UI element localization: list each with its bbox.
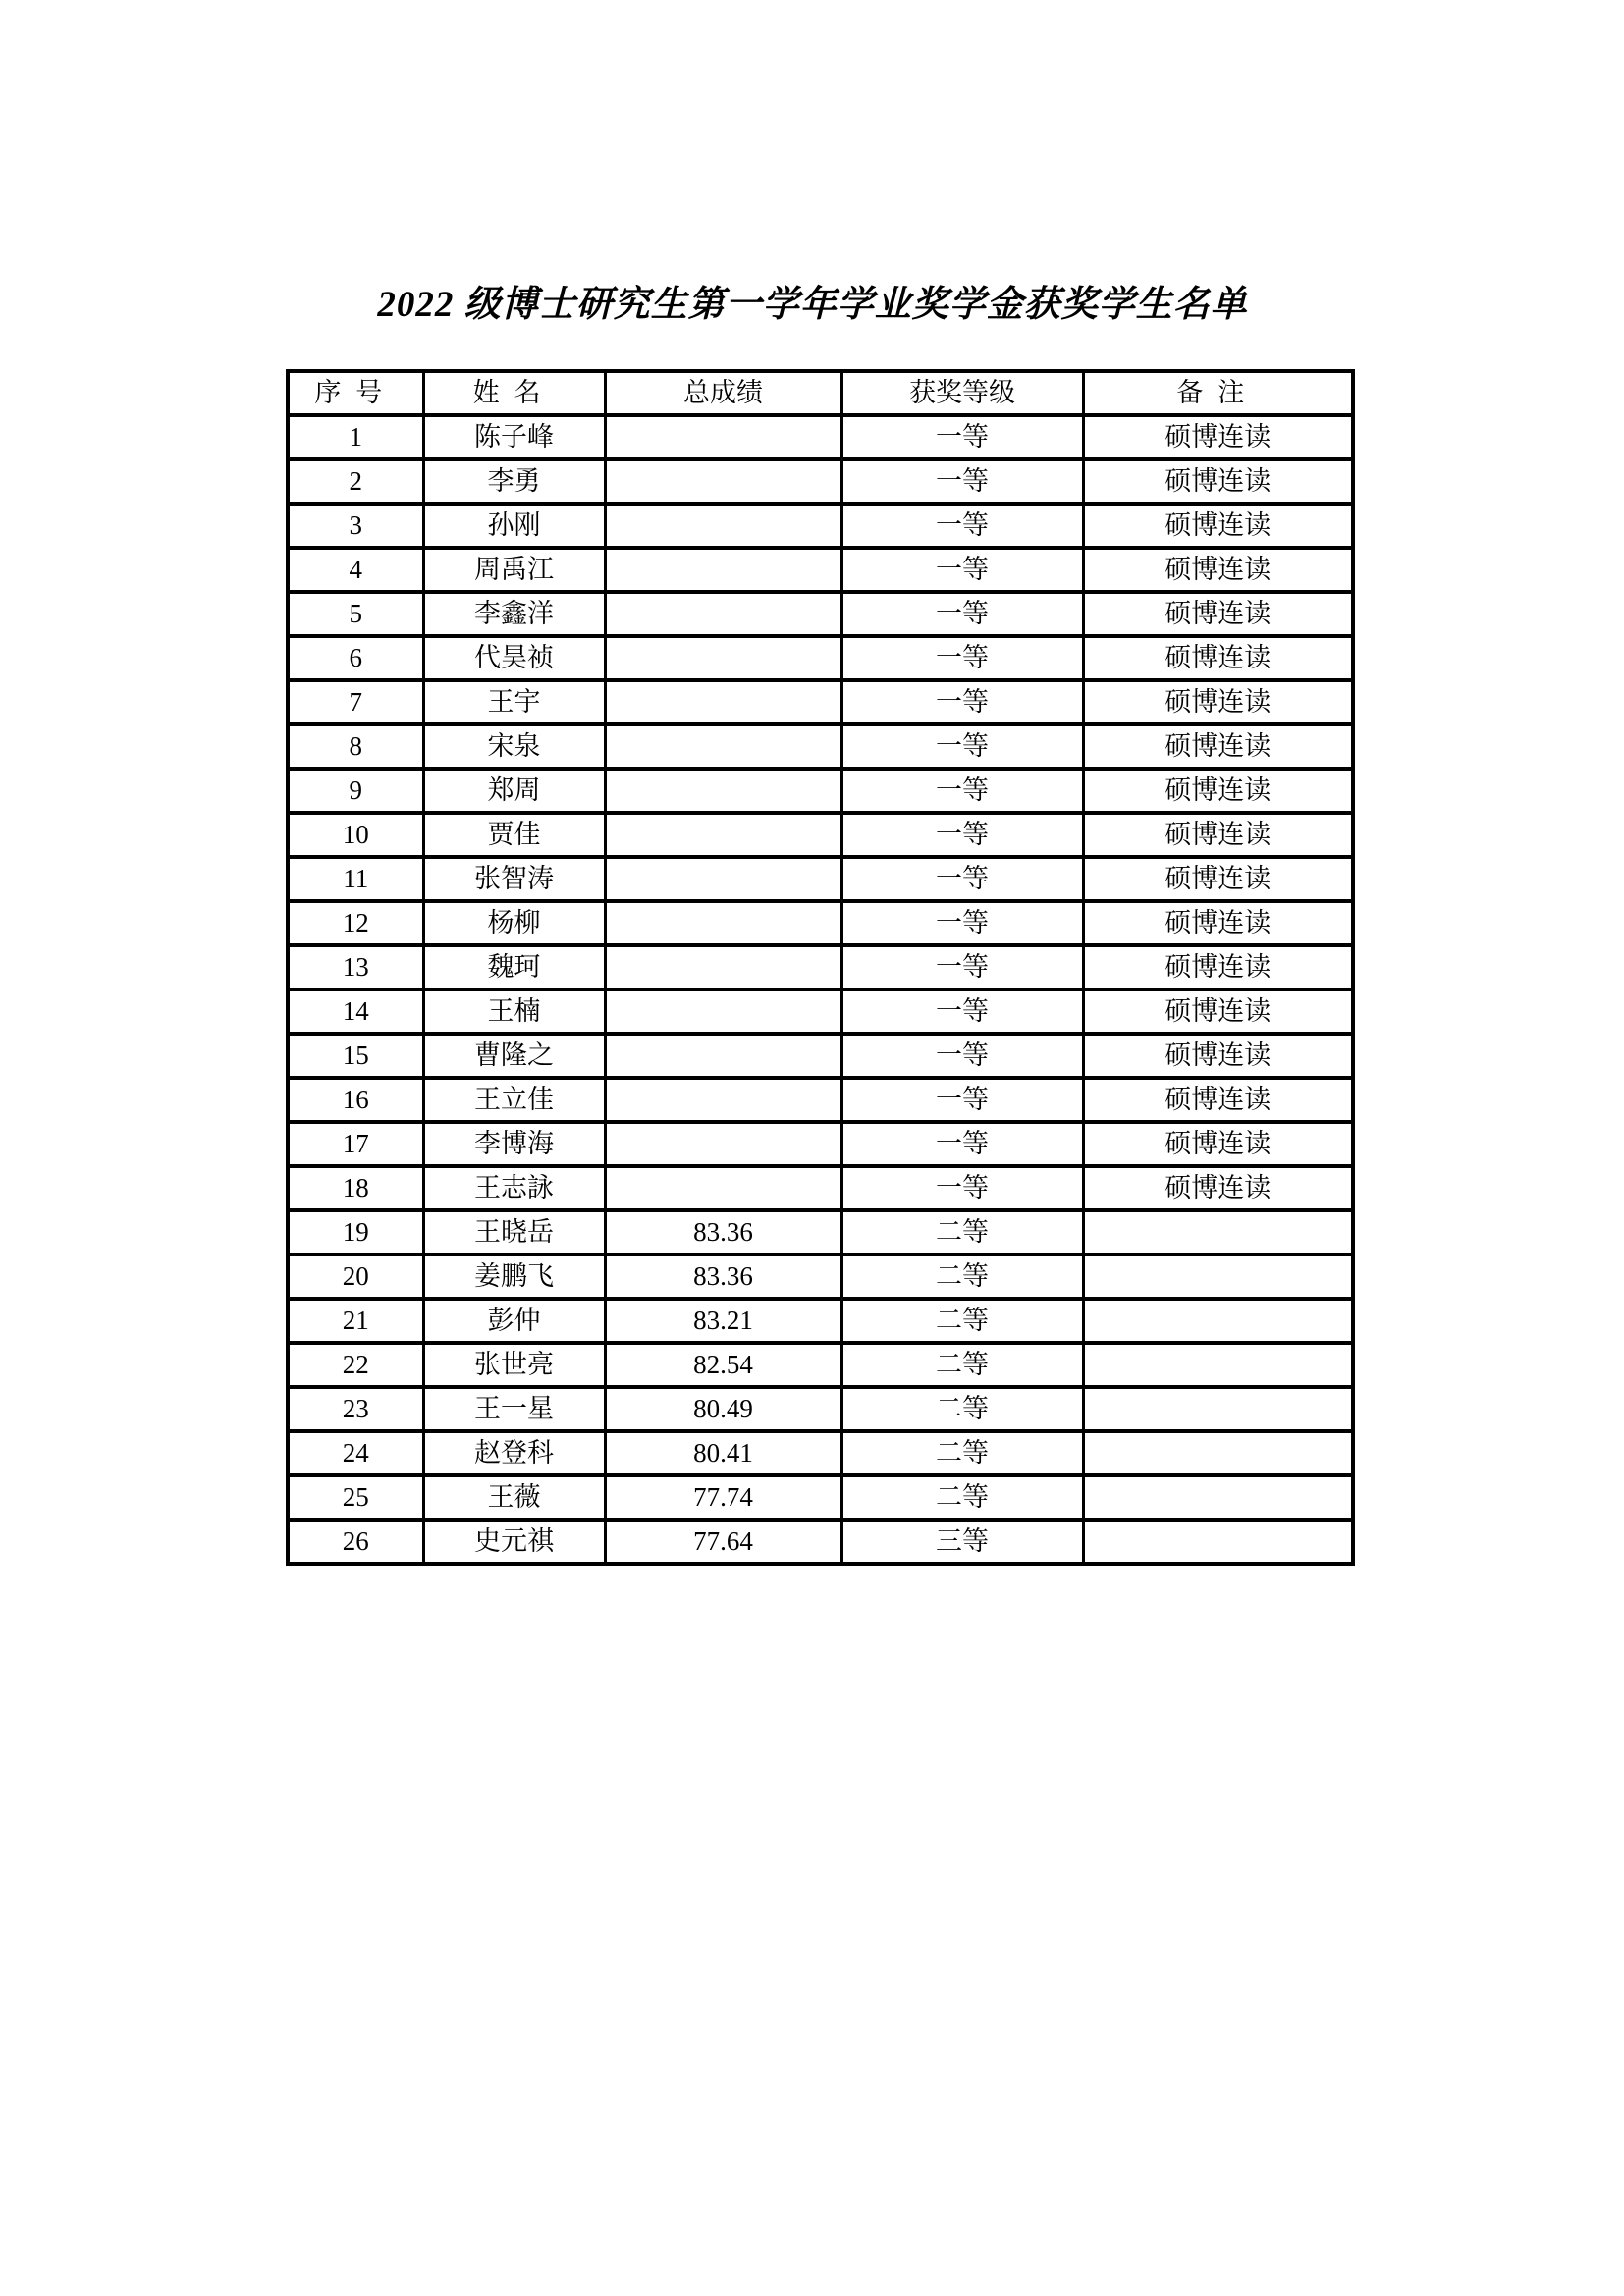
score-cell: 82.54 [605, 1343, 841, 1387]
remark-cell: 硕博连读 [1083, 1166, 1353, 1210]
award-level-cell: 一等 [841, 1166, 1083, 1210]
table-row [288, 724, 1353, 769]
index-cell: 9 [288, 769, 423, 813]
name-cell: 李勇 [423, 459, 605, 504]
index-cell: 7 [288, 680, 423, 724]
award-level-cell: 二等 [841, 1343, 1083, 1387]
table-row [288, 548, 1353, 592]
score-cell [605, 813, 841, 857]
name-cell: 贾佳 [423, 813, 605, 857]
name-cell: 周禹江 [423, 548, 605, 592]
index-cell: 8 [288, 724, 423, 769]
score-cell: 80.49 [605, 1387, 841, 1431]
award-level-cell: 一等 [841, 1034, 1083, 1078]
table-row [288, 1520, 1353, 1564]
score-cell: 83.36 [605, 1255, 841, 1299]
name-cell: 王宇 [423, 680, 605, 724]
score-cell [605, 857, 841, 901]
table-row [288, 1122, 1353, 1166]
table-row [288, 989, 1353, 1034]
award-level-cell: 二等 [841, 1475, 1083, 1520]
award-level-cell: 三等 [841, 1520, 1083, 1564]
score-cell: 77.64 [605, 1520, 841, 1564]
header-row [288, 371, 1353, 415]
score-cell [605, 1166, 841, 1210]
score-cell [605, 504, 841, 548]
table-row [288, 945, 1353, 989]
table-row [288, 1387, 1353, 1431]
index-cell: 21 [288, 1299, 423, 1343]
index-cell: 13 [288, 945, 423, 989]
index-cell: 26 [288, 1520, 423, 1564]
index-cell: 6 [288, 636, 423, 680]
name-cell: 魏珂 [423, 945, 605, 989]
name-cell: 杨柳 [423, 901, 605, 945]
remark-cell: 硕博连读 [1083, 459, 1353, 504]
award-level-cell: 二等 [841, 1210, 1083, 1255]
remark-cell: 硕博连读 [1083, 415, 1353, 459]
index-cell: 2 [288, 459, 423, 504]
remark-cell: 硕博连读 [1083, 592, 1353, 636]
remark-cell [1083, 1343, 1353, 1387]
name-cell: 王志詠 [423, 1166, 605, 1210]
remark-cell: 硕博连读 [1083, 1034, 1353, 1078]
remark-cell: 硕博连读 [1083, 680, 1353, 724]
remark-cell [1083, 1520, 1353, 1564]
index-cell: 12 [288, 901, 423, 945]
table-row [288, 857, 1353, 901]
remark-cell: 硕博连读 [1083, 548, 1353, 592]
col-header-score: 总成绩 [605, 371, 841, 415]
name-cell: 郑周 [423, 769, 605, 813]
col-header-index: 序号 [288, 371, 423, 415]
table-row [288, 680, 1353, 724]
index-cell: 16 [288, 1078, 423, 1122]
name-cell: 代昊祯 [423, 636, 605, 680]
name-cell: 李博海 [423, 1122, 605, 1166]
award-level-cell: 一等 [841, 813, 1083, 857]
index-cell: 10 [288, 813, 423, 857]
table-row [288, 415, 1353, 459]
index-cell: 25 [288, 1475, 423, 1520]
name-cell: 李鑫洋 [423, 592, 605, 636]
score-cell: 83.36 [605, 1210, 841, 1255]
index-cell: 4 [288, 548, 423, 592]
remark-cell [1083, 1387, 1353, 1431]
name-cell: 王一星 [423, 1387, 605, 1431]
remark-cell: 硕博连读 [1083, 813, 1353, 857]
remark-cell [1083, 1255, 1353, 1299]
remark-cell [1083, 1431, 1353, 1475]
score-cell [605, 636, 841, 680]
award-level-cell: 一等 [841, 459, 1083, 504]
award-level-cell: 二等 [841, 1387, 1083, 1431]
award-level-cell: 一等 [841, 592, 1083, 636]
table-row [288, 1475, 1353, 1520]
table-row [288, 1299, 1353, 1343]
col-header-name: 姓名 [423, 371, 605, 415]
col-header-award-level: 获奖等级 [841, 371, 1083, 415]
score-cell [605, 548, 841, 592]
name-cell: 孙刚 [423, 504, 605, 548]
index-cell: 17 [288, 1122, 423, 1166]
score-cell [605, 769, 841, 813]
award-level-cell: 一等 [841, 415, 1083, 459]
remark-cell [1083, 1475, 1353, 1520]
remark-cell [1083, 1210, 1353, 1255]
table-row [288, 1343, 1353, 1387]
table-row [288, 1255, 1353, 1299]
index-cell: 11 [288, 857, 423, 901]
name-cell: 赵登科 [423, 1431, 605, 1475]
score-cell: 80.41 [605, 1431, 841, 1475]
award-level-cell: 一等 [841, 989, 1083, 1034]
table-row [288, 813, 1353, 857]
remark-cell: 硕博连读 [1083, 901, 1353, 945]
remark-cell: 硕博连读 [1083, 857, 1353, 901]
award-level-cell: 一等 [841, 724, 1083, 769]
document-title: 2022 级博士研究生第一学年学业奖学金获奖学生名单 [377, 285, 1248, 325]
index-cell: 14 [288, 989, 423, 1034]
table-row [288, 1034, 1353, 1078]
table-row [288, 504, 1353, 548]
table-row [288, 1166, 1353, 1210]
score-cell [605, 459, 841, 504]
remark-cell: 硕博连读 [1083, 724, 1353, 769]
name-cell: 陈子峰 [423, 415, 605, 459]
name-cell: 史元祺 [423, 1520, 605, 1564]
remark-cell: 硕博连读 [1083, 636, 1353, 680]
score-cell [605, 724, 841, 769]
award-level-cell: 一等 [841, 548, 1083, 592]
name-cell: 曹隆之 [423, 1034, 605, 1078]
award-table [286, 369, 1355, 1566]
table-row [288, 1431, 1353, 1475]
remark-cell: 硕博连读 [1083, 1078, 1353, 1122]
index-cell: 18 [288, 1166, 423, 1210]
remark-cell: 硕博连读 [1083, 504, 1353, 548]
remark-cell: 硕博连读 [1083, 1122, 1353, 1166]
index-cell: 5 [288, 592, 423, 636]
table-row [288, 1210, 1353, 1255]
index-cell: 15 [288, 1034, 423, 1078]
score-cell [605, 415, 841, 459]
score-cell [605, 901, 841, 945]
index-cell: 20 [288, 1255, 423, 1299]
score-cell [605, 989, 841, 1034]
name-cell: 张世亮 [423, 1343, 605, 1387]
name-cell: 王薇 [423, 1475, 605, 1520]
table-row [288, 636, 1353, 680]
remark-cell [1083, 1299, 1353, 1343]
name-cell: 王晓岳 [423, 1210, 605, 1255]
award-level-cell: 二等 [841, 1299, 1083, 1343]
score-cell: 77.74 [605, 1475, 841, 1520]
remark-cell: 硕博连读 [1083, 769, 1353, 813]
table-row [288, 901, 1353, 945]
score-cell [605, 945, 841, 989]
score-cell [605, 1034, 841, 1078]
index-cell: 23 [288, 1387, 423, 1431]
table-row [288, 769, 1353, 813]
col-header-remark: 备注 [1083, 371, 1353, 415]
award-level-cell: 一等 [841, 680, 1083, 724]
award-level-cell: 一等 [841, 769, 1083, 813]
award-level-cell: 一等 [841, 945, 1083, 989]
award-level-cell: 二等 [841, 1255, 1083, 1299]
index-cell: 19 [288, 1210, 423, 1255]
award-level-cell: 一等 [841, 504, 1083, 548]
name-cell: 王立佳 [423, 1078, 605, 1122]
name-cell: 彭仲 [423, 1299, 605, 1343]
award-level-cell: 一等 [841, 901, 1083, 945]
table-row [288, 592, 1353, 636]
index-cell: 3 [288, 504, 423, 548]
award-level-cell: 二等 [841, 1431, 1083, 1475]
award-level-cell: 一等 [841, 1122, 1083, 1166]
remark-cell: 硕博连读 [1083, 945, 1353, 989]
score-cell [605, 592, 841, 636]
score-cell: 83.21 [605, 1299, 841, 1343]
name-cell: 宋泉 [423, 724, 605, 769]
name-cell: 张智涛 [423, 857, 605, 901]
award-level-cell: 一等 [841, 857, 1083, 901]
award-level-cell: 一等 [841, 1078, 1083, 1122]
name-cell: 王楠 [423, 989, 605, 1034]
score-cell [605, 1078, 841, 1122]
name-cell: 姜鹏飞 [423, 1255, 605, 1299]
index-cell: 22 [288, 1343, 423, 1387]
score-cell [605, 680, 841, 724]
table-row [288, 1078, 1353, 1122]
score-cell [605, 1122, 841, 1166]
award-level-cell: 一等 [841, 636, 1083, 680]
remark-cell: 硕博连读 [1083, 989, 1353, 1034]
table-row [288, 459, 1353, 504]
index-cell: 1 [288, 415, 423, 459]
index-cell: 24 [288, 1431, 423, 1475]
